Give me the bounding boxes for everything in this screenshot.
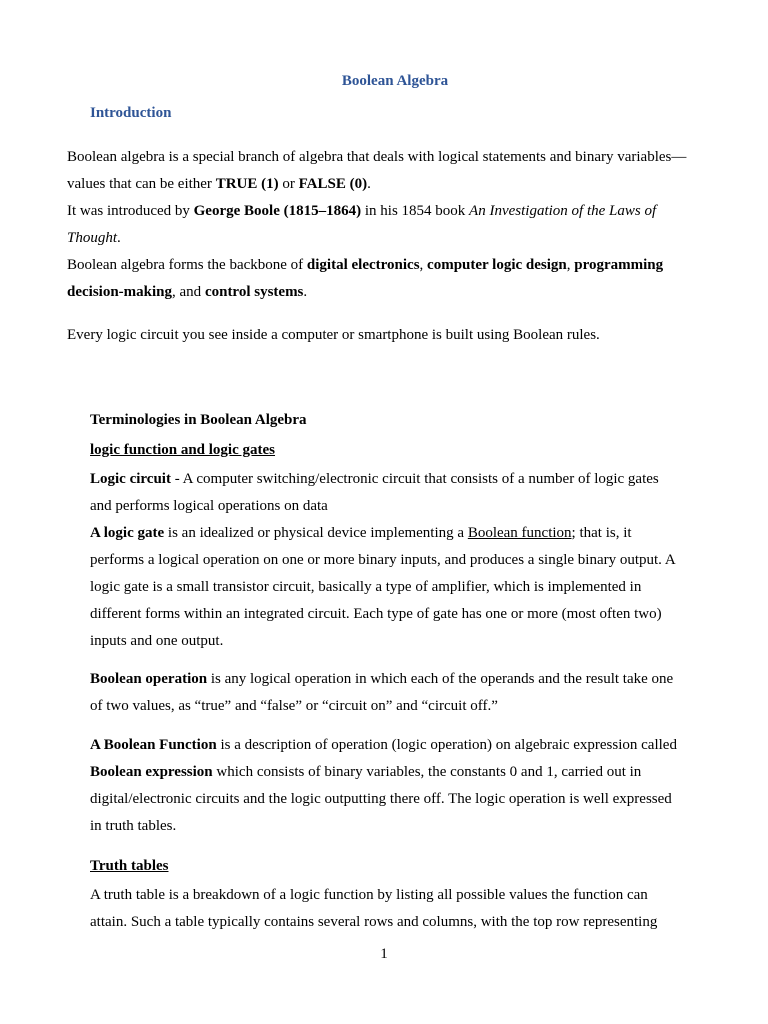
logic-gate-text-a: is an idealized or physical device implementing a bbox=[164, 525, 468, 541]
boolean-function-paragraph bbox=[90, 732, 680, 840]
intro-text-or: or bbox=[278, 176, 299, 192]
boolean-function-text-b: which consists of binary variables, the constants 0 and 1, carried out in digital/electronic circuits and the logic outputting there off. The logic operation is well expressed in truth tables. bbox=[90, 764, 672, 834]
boolean-operation-definition: is any logical operation in which each of the operands and the result take one of two values, as “true” and “false” or “circuit on” and “circuit off.” bbox=[90, 671, 674, 714]
terminologies-heading: Terminologies in Boolean Algebra bbox=[90, 412, 307, 428]
intro-text-end: . bbox=[367, 176, 371, 192]
boolean-operation-paragraph bbox=[90, 666, 680, 720]
logic-circuit-term: Logic circuit bbox=[90, 471, 171, 487]
boolean-function-term: A Boolean Function bbox=[90, 737, 217, 753]
boolean-operation-term: Boolean operation bbox=[90, 671, 208, 687]
introduction-heading: Introduction bbox=[90, 105, 172, 121]
intro-text-1: Boolean algebra is a special branch of algebra that deals with logical statements and binary variables—values that can be either bbox=[67, 149, 687, 192]
intro-text-2: It was introduced by bbox=[67, 203, 194, 219]
and-text: , and bbox=[172, 284, 205, 300]
programming-decision-making: programming decision-making bbox=[67, 257, 664, 300]
period: . bbox=[303, 284, 308, 300]
logic-circuit-rules-paragraph: Every logic circuit you see inside a computer or smartphone is built using Boolean rules. bbox=[67, 327, 600, 343]
comma: , bbox=[566, 257, 575, 273]
book-title: An Investigation of the Laws of Thought bbox=[67, 203, 657, 246]
comma: , bbox=[419, 257, 428, 273]
page-number: 1 bbox=[380, 946, 388, 962]
truth-tables-heading: Truth tables bbox=[90, 858, 169, 874]
intro-text-book: in his 1854 book bbox=[361, 203, 470, 219]
boolean-function-text-a: is a description of operation (logic operation) on algebraic expression called bbox=[216, 737, 677, 753]
false-value: FALSE (0) bbox=[298, 176, 368, 192]
intro-text-3: Boolean algebra forms the backbone of bbox=[67, 257, 307, 273]
logic-function-subheading: logic function and logic gates bbox=[90, 442, 276, 458]
computer-logic-design: computer logic design bbox=[427, 257, 567, 273]
true-value: TRUE (1) bbox=[215, 176, 279, 192]
boolean-expression-term: Boolean expression bbox=[90, 764, 213, 780]
boolean-function-link[interactable]: Boolean function bbox=[467, 525, 572, 541]
george-boole: George Boole (1815–1864) bbox=[193, 203, 362, 219]
logic-gate-term: A logic gate bbox=[90, 525, 165, 541]
logic-circuit-definition: - A computer switching/electronic circuit that consists of a number of logic gates and performs logical operations on data bbox=[90, 471, 659, 514]
truth-tables-paragraph: A truth table is a breakdown of a logic function by listing all possible values the function can attain. Such a table typically contains several rows and columns, with the top row representing bbox=[90, 887, 658, 930]
control-systems: control systems bbox=[204, 284, 304, 300]
digital-electronics: digital electronics bbox=[306, 257, 420, 273]
intro-paragraph bbox=[67, 144, 697, 306]
document-title: Boolean Algebra bbox=[341, 73, 449, 89]
logic-circuit-paragraph bbox=[90, 466, 680, 655]
logic-gate-text-b: ; that is, it performs a logical operation on one or more binary inputs, and produces a single binary output. A logic gate is a small transistor circuit, basically a type of amplifier, which is implemented in different forms within an integrated circuit. Each type of gate has one or more (most often two) inputs and one output. bbox=[90, 525, 675, 649]
intro-text-2-end: . bbox=[117, 230, 121, 246]
